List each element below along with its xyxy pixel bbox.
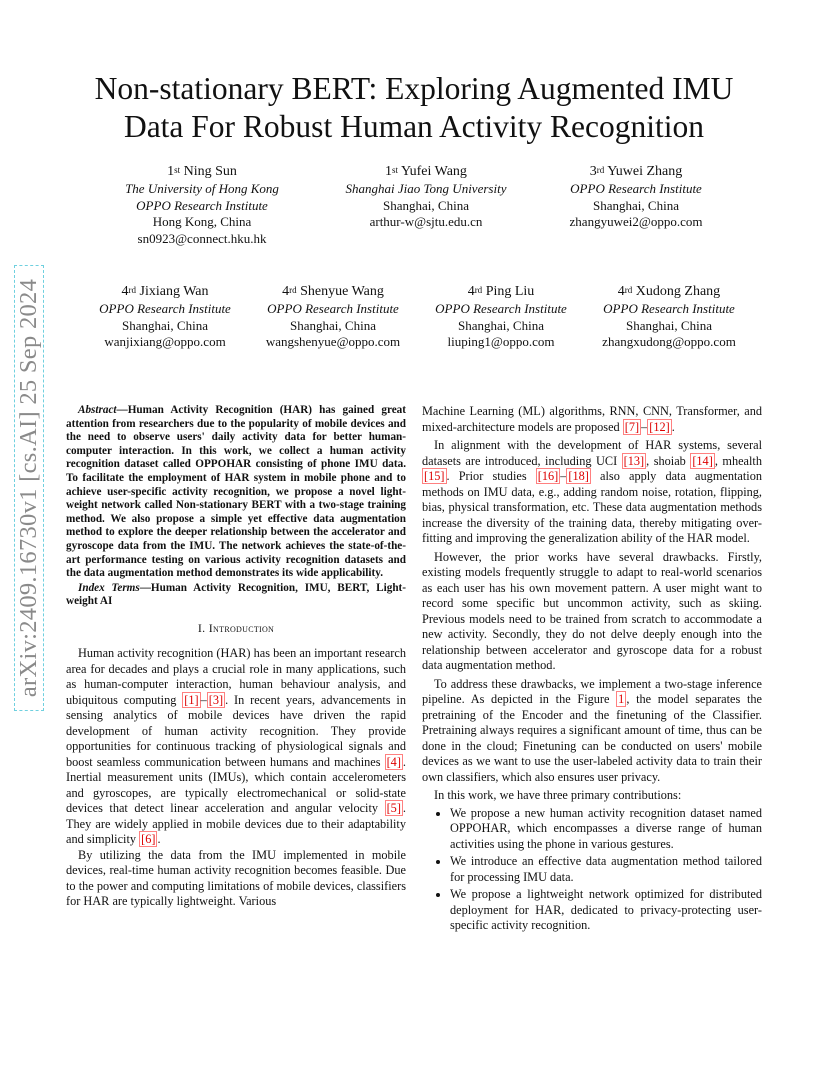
left-column (66, 404, 406, 910)
title-line-2: Data For Robust Human Activity Recognition (123, 109, 705, 144)
citation-link[interactable]: [3] (208, 692, 224, 707)
author-name: Ning Sun (183, 164, 237, 179)
author-name: Shenyue Wang (300, 284, 384, 299)
citation-link[interactable]: [5] (386, 801, 401, 816)
author-email: liuping1@oppo.com (447, 334, 555, 350)
citation-link[interactable]: [14] (692, 453, 713, 468)
author-email: sn0923@connect.hku.hk (137, 231, 267, 247)
author-block: 1st Yufei Wang Shanghai Jiao Tong University Shanghai, China arthur-w@sjtu.edu.cn (326, 164, 526, 231)
paper-title (70, 70, 758, 146)
right-column (422, 404, 762, 936)
intro-paragraph-5: To address these drawbacks, we implement a two-stage inference pipeline. As depicted in the Figure 1 , the model separates the pretraining of the Encoder and the finetuning of the Classifier. Pretraining always requires a significant amount of time, thus can be done in the cloud; Finetuning can be conducted on users' mobile devices as we want to use the user-labeled activity data to train their own classifiers, which also ensures user privacy. (422, 676, 762, 784)
citation-link[interactable]: [1] (184, 692, 199, 707)
author-block: 1st Ning Sun The University of Hong Kong OPPO Research Institute Hong Kong, China sn0923@connect.hku.hk (102, 164, 302, 248)
arxiv-stamp[interactable] (14, 268, 44, 708)
author-name: Xudong Zhang (635, 284, 721, 299)
author-email: wanjixiang@oppo.com (104, 334, 226, 350)
arxiv-id: arXiv:2409.16730v1 [cs.AI] 25 Sep 2024 (15, 278, 42, 698)
citation-link[interactable]: [12] (649, 419, 670, 434)
author-block: 4rd Ping Liu OPPO Research Institute Shanghai, China liuping1@oppo.com (416, 284, 586, 351)
author-name: Jixiang Wan (139, 284, 209, 299)
section-heading-introduction: I. Introduction (197, 620, 275, 635)
list-item: • We propose a lightweight network optimized for distributed deployment for HAR, dedicated to privacy-protecting user-specific activity recognition. (450, 887, 762, 934)
citation-link[interactable]: [18] (568, 469, 589, 483)
author-block: 4rd Shenyue Wang OPPO Research Institute Shanghai, China wangshenyue@oppo.com (248, 284, 418, 351)
author-name: Ping Liu (485, 284, 535, 299)
author-email: arthur-w@sjtu.edu.cn (369, 214, 483, 230)
author-block: 4rd Jixiang Wan OPPO Research Institute Shanghai, China wanjixiang@oppo.com (80, 284, 250, 351)
author-email: zhangxudong@oppo.com (602, 334, 736, 350)
citation-link[interactable]: [6] (141, 832, 156, 847)
citation-link[interactable]: [4] (386, 754, 401, 769)
citation-link[interactable]: [16] (537, 469, 559, 483)
author-name: Yufei Wang (401, 164, 467, 179)
author-block: 3rd Yuwei Zhang OPPO Research Institute Shanghai, China zhangyuwei2@oppo.com (536, 164, 736, 231)
author-block: 4rd Xudong Zhang OPPO Research Institute Shanghai, China zhangxudong@oppo.com (584, 284, 754, 351)
citation-link[interactable]: [15] (424, 469, 445, 483)
list-item: • We introduce an effective data augmentation method tailored for processing IMU data. (450, 854, 762, 885)
intro-paragraph-2-cont: Machine Learning (ML) algorithms, RNN, CNN, Transformer, and mixed-architecture models are proposed [7] – [12] . (422, 404, 762, 434)
title-line-1: Non-stationary BERT: Exploring Augmented IMU (94, 71, 734, 106)
intro-paragraph-4: However, the prior works have several drawbacks. Firstly, existing models frequently struggle to adapt to real-world scenarios as each user has his own movement pattern. A user might want to record some specific but uncommon activity, such as skiing. Previous models need to be trained from scratch to accommodate a new activity. Secondly, they do not delve deeply enough into the relationship between accelerator and gyroscope data for a robust data augmentation method. (422, 549, 762, 672)
citation-link[interactable]: [7] (624, 419, 640, 434)
intro-paragraph-3: In alignment with the development of HAR systems, several datasets are introduced, including UCI [13] , shoiab [14] , mhealth [15] . Prior studies [16] – [18] also apply data augmentation methods on IMU data, e.g., adding random noise, rotation, flipping, bias, physical transformation, etc. These data augmentation methods increase the diversity of the training data, thereby mitigating over-fitting and improving the generalization ability of the HAR model. (422, 438, 762, 545)
abstract: Abstract—Human Activity Recognition (HAR) has gained great attention from researchers due to the popularity of mobile devices and the need to observe users' daily activity data for better human-computer interaction. In this work, we collect a human activity recognition dataset called OPPOHAR consisting of phone IMU data. To facilitate the employment of HAR system in mobile phone and to achieve user-specific activity recognition, we propose a novel light-weight network called Non-stationary BERT with a two-stage training method. We also propose a simple yet effective data augmentation method to explore the deeper relationship between the accelerator and gyroscope data from the IMU. The network achieves the state-of-the-art performance testing on various activity recognition datasets and the data augmentation method demonstrates its wide applicability. (66, 404, 406, 580)
author-name: Yuwei Zhang (607, 164, 683, 179)
index-terms: Index Terms—Human Activity Recognition, IMU, BERT, Light-weight AI (66, 581, 406, 608)
author-email: zhangyuwei2@oppo.com (569, 214, 703, 230)
figure-link[interactable]: 1 (618, 692, 625, 706)
intro-paragraph-2: By utilizing the data from the IMU implemented in mobile devices, real-time human activity recognition becomes feasible. Due to the power and computing limitations of mobile devices, classifiers for HAR are typically lightweight. Various (66, 847, 406, 909)
intro-paragraph-6: In this work, we have three primary contributions: (434, 788, 682, 802)
author-email: wangshenyue@oppo.com (265, 334, 401, 350)
citation-link[interactable]: [13] (623, 453, 645, 468)
intro-paragraph-1: Human activity recognition (HAR) has been an important research area for decades and plays a crucial role in many applications, such as human-computer interaction, human behaviour analysis, and ubiquitous computing [1] – [3] . In recent years, advancements in sensing analytics of mobile devices have driven the rapid development of human activity recognition. They provide opportunities for continuous tracking of physiological signals and boost seamless communication between humans and machines [4] . Inertial measurement units (IMUs), which contain accelerometers and gyroscopes, are typically electromechanical or solid-state devices that detect linear acceleration and angular velocity [5] . They are widely applied in mobile devices due to their adaptability and simplicity [6] . (66, 646, 406, 847)
list-item: • We propose a new human activity recognition dataset named OPPOHAR, which encompasses a diverse range of human activities using the phone in various gestures. (450, 806, 762, 853)
contributions-list (422, 806, 762, 934)
